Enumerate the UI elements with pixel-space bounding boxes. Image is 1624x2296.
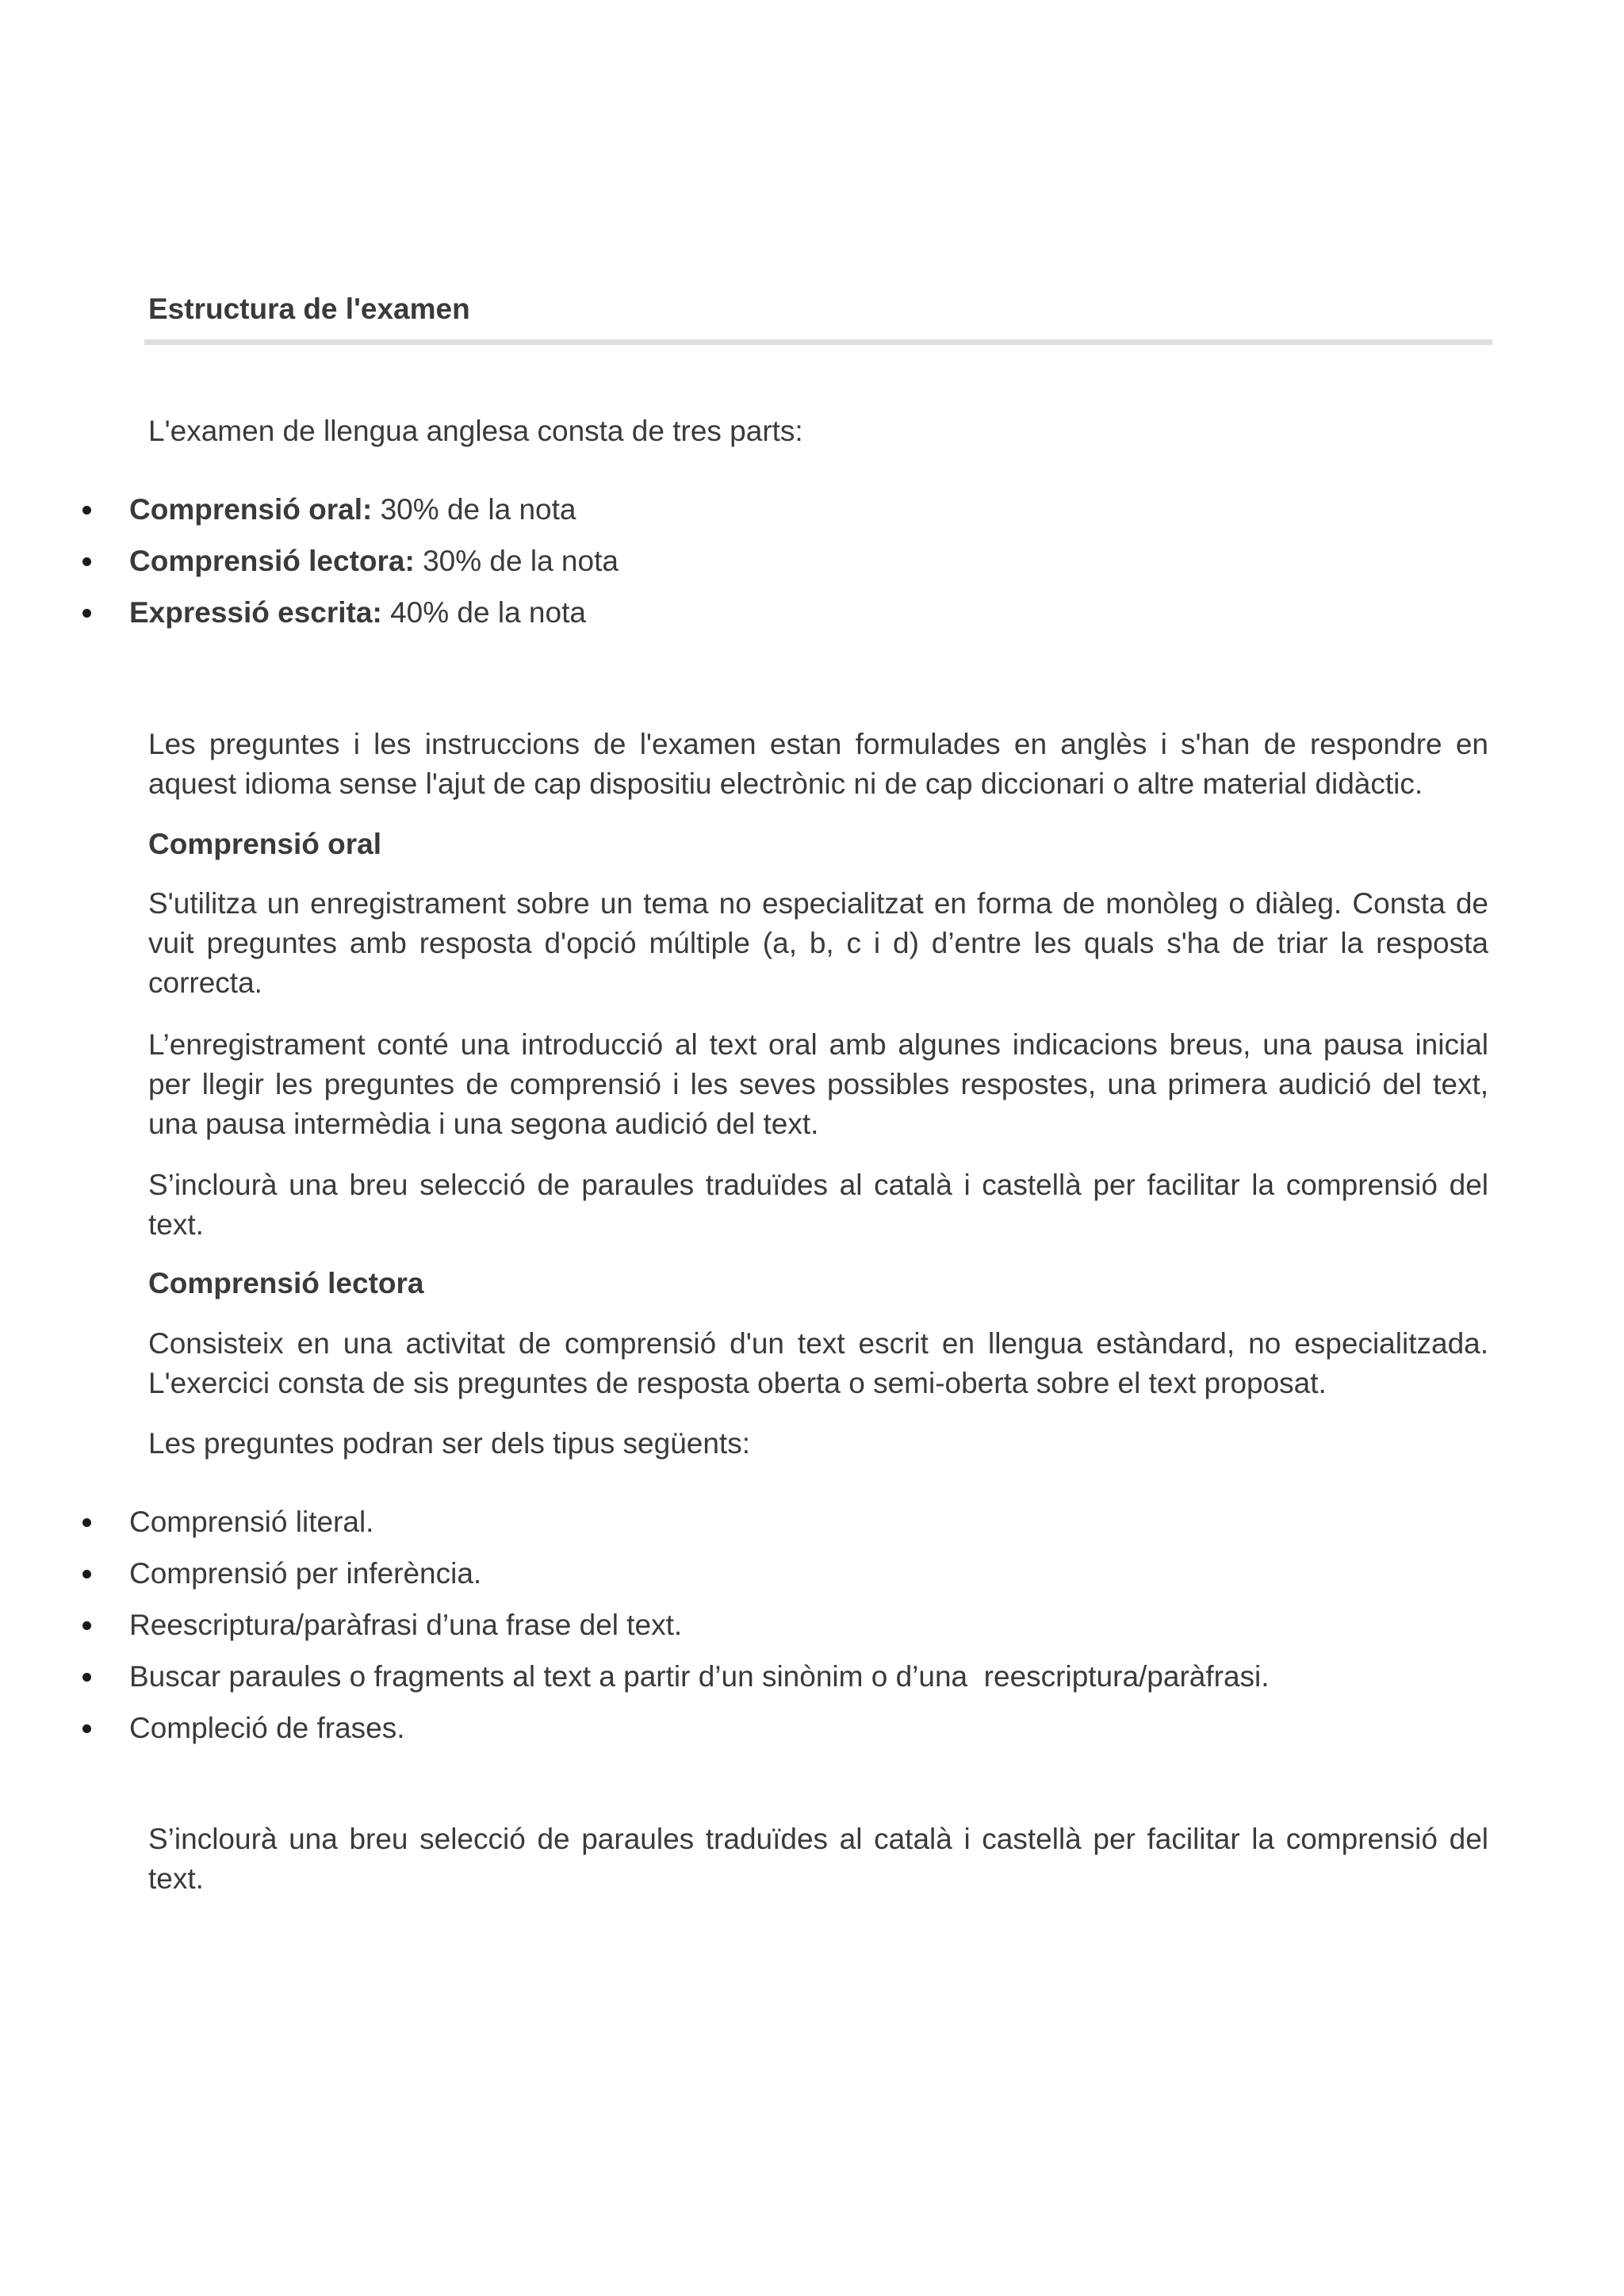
- list-item-text: Comprensió literal.: [129, 1506, 374, 1538]
- list-item: [0, 535, 619, 587]
- reading-heading: Comprensió lectora: [148, 1267, 424, 1299]
- oral-paragraph-3: S’inclourà una breu selecció de paraules traduïdes al català i castellà per facilitar la comprensió del text.: [148, 1169, 1488, 1241]
- instructions-paragraph: Les preguntes i les instruccions de l'examen estan formulades en anglès i s'han de respondre en aquest idioma sense l'ajut de cap dispositiu electrònic ni de cap diccionari o altre material didàctic.: [148, 728, 1488, 800]
- reading-paragraph-3: S’inclourà una breu selecció de paraules traduïdes al català i castellà per facilitar la comprensió del text.: [148, 1823, 1488, 1895]
- bullet-icon: [82, 609, 91, 618]
- part-label: Comprensió lectora:: [129, 545, 415, 577]
- list-item-text: Buscar paraules o fragments al text a partir d’un sinònim o d’una reescriptura/paràfrasi.: [129, 1660, 1270, 1693]
- list-item: [0, 1548, 1270, 1599]
- intro-paragraph: L'examen de llengua anglesa consta de tres parts:: [148, 415, 803, 447]
- section-heading: Estructura de l'examen: [148, 293, 470, 325]
- bullet-icon: [82, 557, 91, 566]
- list-item: [0, 484, 619, 535]
- question-types-list: [0, 1496, 1270, 1754]
- part-value: 30% de la nota: [414, 545, 619, 577]
- bullet-icon: [82, 506, 91, 515]
- bullet-icon: [82, 1673, 91, 1682]
- bullet-icon: [82, 1570, 91, 1578]
- oral-paragraph-2: L’enregistrament conté una introducció al text oral amb algunes indicacions breus, una pausa inicial per llegir les preguntes de comprensió i les seves possibles respostes, una primera audició del text, una pausa intermèdia i una segona audició del text.: [148, 1028, 1488, 1140]
- list-item: [0, 1496, 1270, 1548]
- part-label: Expressió escrita:: [129, 596, 382, 629]
- heading-divider: [144, 339, 1492, 345]
- bullet-icon: [82, 1724, 91, 1733]
- part-value: 40% de la nota: [381, 596, 586, 629]
- oral-paragraph-1: S'utilitza un enregistrament sobre un tema no especialitzat en forma de monòleg o diàleg. Consta de vuit preguntes amb resposta d'opció múltiple (a, b, c i d) d’entre les quals s'ha de triar la resposta correcta.: [148, 887, 1488, 999]
- reading-paragraph-1: Consisteix en una activitat de comprensió d'un text escrit en llengua estàndard, no especialitzada. L'exercici consta de sis preguntes de resposta oberta o semi-oberta sobre el text proposat.: [148, 1327, 1488, 1399]
- list-item: [0, 587, 619, 638]
- list-item-text: Comprensió per inferència.: [129, 1557, 482, 1590]
- exam-parts-list: [0, 484, 619, 638]
- part-label: Comprensió oral:: [129, 493, 373, 526]
- reading-paragraph-2: Les preguntes podran ser dels tipus següents:: [148, 1427, 750, 1460]
- bullet-icon: [82, 1518, 91, 1527]
- list-item-text: Reescriptura/paràfrasi d’una frase del text.: [129, 1609, 683, 1641]
- list-item: [0, 1651, 1270, 1702]
- list-item: [0, 1599, 1270, 1651]
- list-item-text: Compleció de frases.: [129, 1712, 405, 1744]
- list-item: [0, 1702, 1270, 1754]
- part-value: 30% de la nota: [372, 493, 576, 526]
- bullet-icon: [82, 1621, 91, 1630]
- oral-heading: Comprensió oral: [148, 828, 381, 860]
